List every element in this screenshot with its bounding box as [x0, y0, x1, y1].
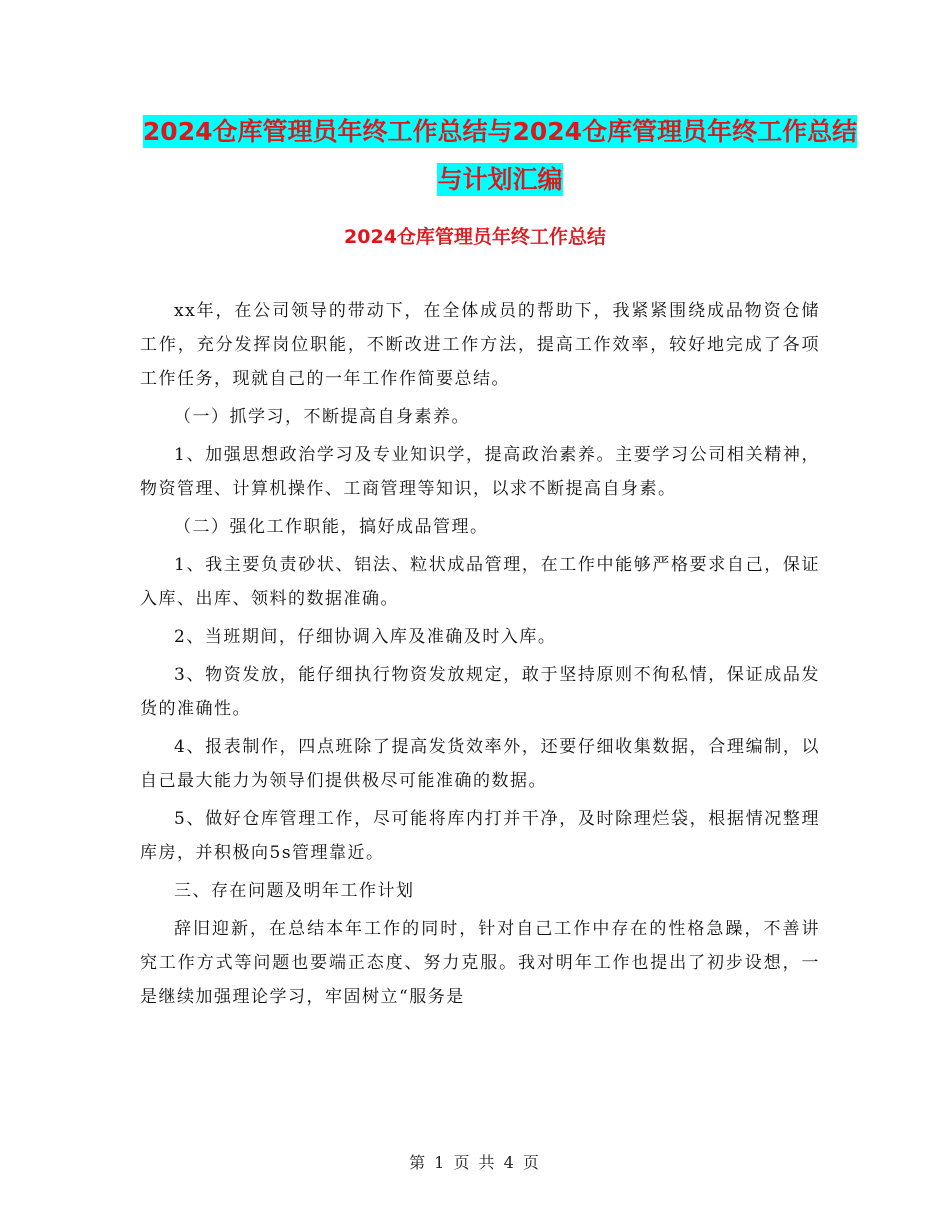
- page-footer: 第 1 页 共 4 页: [409, 1153, 541, 1172]
- paragraph: （一）抓学习，不断提高自身素养。: [174, 407, 470, 427]
- document-title-text: 2024仓库管理员年终工作总结与2024仓库管理员年终工作总结与计划汇编: [142, 117, 858, 194]
- paragraph: 3、物资发放，能仔细执行物资发放规定，敢于坚持原则不徇私情，保证成品发货的准确性。: [140, 665, 820, 719]
- paragraph: 1、加强思想政治学习及专业知识学，提高政治素养。主要学习公司相关精神，物资管理、计算机操作、工商管理等知识，以求不断提高自身素。: [140, 445, 820, 499]
- paragraph: xx年，在公司领导的带动下，在全体成员的帮助下，我紧紧围绕成品物资仓储工作，充分发挥岗位职能，不断改进工作方法，提高工作效率，较好地完成了各项工作任务，现就自己的一年工作作简要总结。: [140, 301, 820, 389]
- paragraph: 5、做好仓库管理工作，尽可能将库内打并干净，及时除理烂袋，根据情况整理库房，并积极向5s管理靠近。: [140, 809, 820, 863]
- document-body: [140, 294, 820, 1018]
- section-title: 2024仓库管理员年终工作总结: [344, 226, 606, 248]
- paragraph: 4、报表制作，四点班除了提高发货效率外，还要仔细收集数据，合理编制，以自己最大能力为领导们提供极尽可能准确的数据。: [140, 737, 820, 791]
- paragraph: 2、当班期间，仔细协调入库及准确及时入库。: [174, 627, 557, 647]
- paragraph: 三、存在问题及明年工作计划: [174, 881, 415, 901]
- paragraph: 辞旧迎新，在总结本年工作的同时，针对自己工作中存在的性格急躁，不善讲究工作方式等问题也要端正态度、努力克服。我对明年工作也提出了初步设想，一是继续加强理论学习，牢固树立“服务是: [140, 919, 820, 1007]
- paragraph: （二）强化工作职能，搞好成品管理。: [174, 517, 489, 537]
- paragraph: 1、我主要负责砂状、铝法、粒状成品管理，在工作中能够严格要求自己，保证入库、出库、领料的数据准确。: [140, 555, 820, 609]
- document-title: [140, 108, 860, 204]
